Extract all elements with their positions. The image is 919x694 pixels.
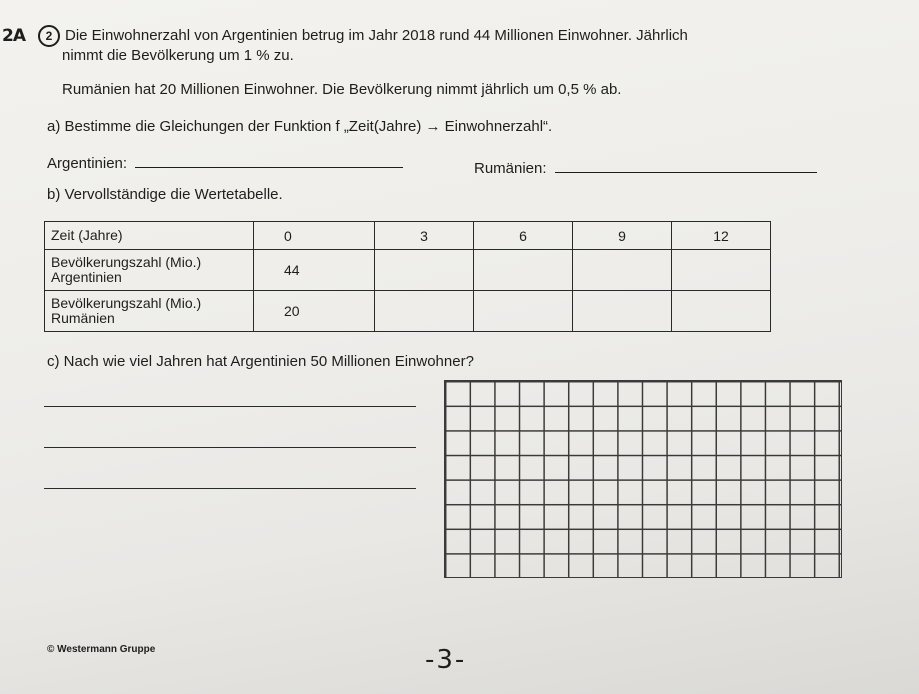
page-number: -3- <box>425 645 467 675</box>
empty-answer-cell[interactable] <box>573 291 672 332</box>
year-cell: 3 <box>375 222 474 250</box>
romania-label: Rumänien: <box>474 160 547 177</box>
intro-line-2: nimmt die Bevölkerung um 1 % zu. <box>62 47 294 64</box>
answer-line[interactable] <box>44 488 416 489</box>
argentina-label: Argentinien: <box>47 155 128 172</box>
row-label-line1: Bevölkerungszahl (Mio.) <box>51 254 202 270</box>
year-cell: 0 <box>254 222 375 250</box>
squared-grid[interactable] <box>444 380 842 578</box>
year-cell: 12 <box>672 222 771 250</box>
empty-answer-cell[interactable] <box>474 291 573 332</box>
answer-line[interactable] <box>44 447 416 448</box>
romania-equation-blank[interactable] <box>555 158 817 173</box>
margin-note: 2A <box>2 26 25 46</box>
start-value-cell: 44 <box>254 250 375 291</box>
task-intro <box>38 25 688 47</box>
row-label-line2: Argentinien <box>51 269 122 285</box>
value-table <box>44 221 771 332</box>
argentina-equation-blank[interactable] <box>135 153 403 168</box>
part-c-question: c) Nach wie viel Jahren hat Argentinien 50 Millionen Einwohner? <box>47 353 474 370</box>
part-a-question: a) Bestimme die Gleichungen der Funktion f „Zeit(Jahre) → Einwohnerzahl“. <box>47 118 553 135</box>
table-header-label: Zeit (Jahre) <box>45 222 254 250</box>
row-label-line2: Rumänien <box>51 310 115 326</box>
empty-answer-cell[interactable] <box>573 250 672 291</box>
year-cell: 9 <box>573 222 672 250</box>
task-number-badge: 2 <box>38 25 60 47</box>
empty-answer-cell[interactable] <box>672 291 771 332</box>
empty-answer-cell[interactable] <box>672 250 771 291</box>
row-label <box>45 291 254 332</box>
part-b-question: b) Vervollständige die Wertetabelle. <box>47 186 283 203</box>
empty-answer-cell[interactable] <box>375 291 474 332</box>
answer-line[interactable] <box>44 406 416 407</box>
table-row <box>45 291 771 332</box>
table-row <box>45 222 771 250</box>
romania-equation-row <box>474 158 817 179</box>
empty-answer-cell[interactable] <box>375 250 474 291</box>
intro-line-1: Die Einwohnerzahl von Argentinien betrug im Jahr 2018 rund 44 Millionen Einwohner. Jährlich <box>65 26 688 44</box>
copyright-notice: © Westermann Gruppe <box>47 644 156 655</box>
empty-answer-cell[interactable] <box>474 250 573 291</box>
start-value-cell: 20 <box>254 291 375 332</box>
table-row <box>45 250 771 291</box>
year-cell: 6 <box>474 222 573 250</box>
intro-line-3: Rumänien hat 20 Millionen Einwohner. Die Bevölkerung nimmt jährlich um 0,5 % ab. <box>62 81 622 98</box>
row-label <box>45 250 254 291</box>
argentina-equation-row <box>47 153 403 174</box>
row-label-line1: Bevölkerungszahl (Mio.) <box>51 295 202 311</box>
